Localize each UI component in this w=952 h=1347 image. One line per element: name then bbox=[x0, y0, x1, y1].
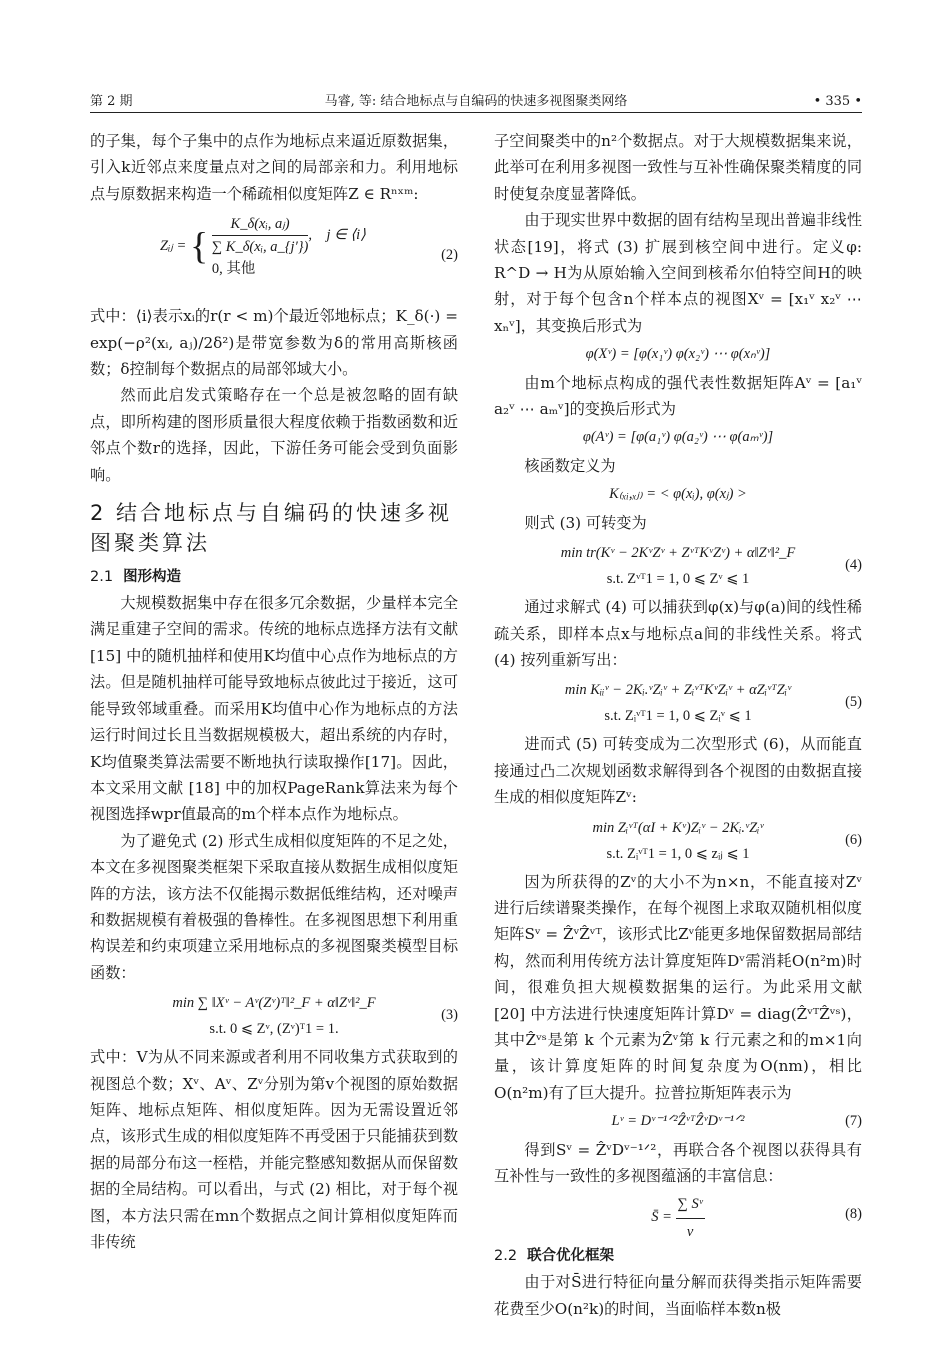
subsection-heading: 2.2 联合优化框架 bbox=[494, 1248, 615, 1265]
paragraph: 大规模数据集中存在很多冗余数据，少量样本完全满足重建子空间的需求。传统的地标点选择方法有文献 [15] 中的随机抽样和使用K均值中心点作为地标点的方法。但是随机抽样可能导致地标点彼此过于接近，这可能导致邻域重叠。而采用K均值中心作为地标点的方法运行时间过长且当数据规模极大，超出系统的内存时，K均值聚类算法需要不断地执行读取操作[17]。因此，本文采用文献 [18] 中的加权PageRank算法来为每个视图选择wpr值最高的m个样本点作为地标点。 bbox=[90, 594, 458, 824]
page-number: • 335 • bbox=[813, 94, 862, 109]
equation-number: (2) bbox=[441, 247, 458, 264]
equation-6: min Zᵢᵛᵀ(αI + Kᵛ)Zᵢᵛ − 2Kᵢ.ᵛZᵢᵛ s.t. Zᵢᵛᵀ1 = 1, 0 ⩽ zᵢⱼ ⩽ 1 (6) bbox=[592, 819, 862, 862]
paragraph: 由m个地标点构成的强代表性数据矩阵Aᵛ = [a₁ᵛ a₂ᵛ ⋯ aₘᵛ]的变换后形式为 bbox=[494, 373, 862, 419]
issue-number: 第 2 期 bbox=[90, 94, 133, 109]
equation-8: S̄ = $\frac{\text{∑ Sᵛ}}{v}$ (8) bbox=[494, 1191, 862, 1237]
equation-3: min ∑ ‖Xᵛ − Aᵛ(Zᵛ)ᵀ‖²_F + α‖Zᵛ‖²_F s.t. 0 ⩽ Zᵛ, (Zᵛ)ᵀ1 = 1. (3) bbox=[172, 995, 458, 1038]
equation-2: Zᵢⱼ = { $\frac{\text{K\_δ(xᵢ, aⱼ)}}{\text{∑ K\_δ(xᵢ, a\_\{j′\})}}$ , j ∈ ⟨i⟩ 0, 其他 (2) bbox=[90, 209, 458, 301]
paragraph: 由于现实世界中数据的固有结构呈现出普遍非线性状态[19]，将式 (3) 扩展到核空间中进行。定义φ: R^D → H为从原始输入空间到核希尔伯特空间H的映射，对于每个包含n个样本点的视图Xᵛ = [x₁ᵛ x₂ᵛ ⋯ xₙᵛ]，其变换后形式为 bbox=[494, 211, 862, 335]
paragraph: 核函数定义为 bbox=[524, 456, 616, 475]
running-title: 马睿, 等: 结合地标点与自编码的快速多视图聚类网络 bbox=[324, 94, 628, 109]
equation-4: min tr(Kᵛ − 2KᵛZᵛ + ZᵛᵀKᵛZᵛ) + α‖Zᵛ‖²_F s.t. Zᵛᵀ1 = 1, 0 ⩽ Zᵛ ⩽ 1 (4) bbox=[560, 545, 862, 588]
case-other: 0, 其他 bbox=[211, 261, 256, 278]
equation-7: Lᵛ = Dᵛ⁻¹ᐟ²ẐᵛᵀẐᵛDᵛ⁻¹ᐟ² (7) bbox=[494, 1108, 862, 1134]
equation-phi-a: φ(Aᵛ) = [φ(a₁ᵛ) φ(a₂ᵛ) ⋯ φ(aₘᵛ)] bbox=[582, 429, 774, 446]
left-column bbox=[90, 128, 458, 1255]
fraction: $\frac{\text{K\_δ(xᵢ, aⱼ)}}{\text{∑ K\_δ(xᵢ, a\_\{j′\})}}$ bbox=[212, 213, 309, 258]
paragraph: 式中：V为从不同来源或者利用不同收集方式获取到的视图总个数；Xᵛ、Aᵛ、Zᵛ分别为第v个视图的原始数据矩阵、地标点矩阵、相似度矩阵。因为无需设置近邻点，该形式生成的相似度矩阵不再受困于只能捕获到数据的局部分布这一桎梏，并能完整感知数据从而保留数据的全局结构。可以看出，与式 (2) 相比，对于每个视图，本方法只需在mn个数据点之间计算相似度矩阵而非传统 bbox=[90, 1048, 458, 1251]
equation-number: (7) bbox=[845, 1113, 862, 1130]
equation-lhs: Zᵢⱼ = bbox=[160, 238, 187, 255]
paragraph: 因为所获得的Zᵛ的大小不为n×n，不能直接对Zᵛ进行后续谱聚类操作，在每个视图上求取双随机相似度矩阵Sᵛ = ẐᵛẐᵛᵀ，该形式比Zᵛ能更多地保留数据局部结构，然而利用传统方法计算度矩阵Dᵛ需消耗O(n²m)时间，很难负担大规模数据集的运行。为此采用文献 [20] 中方法进行快速度矩阵计算Dᵛ = diag(ẐᵛᵀẐᵛˢ)，其中Ẑᵛˢ是第 k 个元素为Ẑᵛ第 k 行元素之和的m×1向量，该计算度矩阵的时间复杂度为O(nm)，相比O(n²m)有了巨大提升。拉普拉斯矩阵表示为 bbox=[494, 872, 862, 1102]
running-header bbox=[90, 92, 862, 113]
paragraph: 子空间聚类中的n²个数据点。对于大规模数据集来说，此举可在利用多视图一致性与互补性确保聚类精度的同时使复杂度显著降低。 bbox=[494, 132, 862, 203]
paragraph: 则式 (3) 可转变为 bbox=[524, 513, 647, 532]
paragraph: 然而此启发式策略存在一个总是被忽略的固有缺点，即所构建的图形质量很大程度依赖于指数函数和近邻点个数r的选择，因此，下游任务可能会受到负面影响。 bbox=[90, 386, 458, 484]
paragraph: 进而式 (5) 可转变成为二次型形式 (6)，从而能直接通过凸二次规划函数求解得到各个视图的由数据直接生成的相似度矩阵Zᵛ: bbox=[494, 735, 862, 807]
equation-phi-x: φ(Xᵛ) = [φ(x₁ᵛ) φ(x₂ᵛ) ⋯ φ(xₙᵛ)] bbox=[585, 346, 771, 363]
equation-kernel: K₍ₓᵢ,ₓⱼ₎ = < φ(xᵢ), φ(xⱼ) > bbox=[609, 486, 747, 503]
paragraph: 为了避免式 (2) 形式生成相似度矩阵的不足之处，本文在多视图聚类框架下采取直接从数据生成相似度矩阵的方法，该方法不仅能揭示数据低维结构，还对噪声和数据规模有着极强的鲁棒性。在多视图思想下利用重构误差和约束项建立采用地标点的多视图聚类模型目标函数： bbox=[90, 831, 458, 982]
paragraph: 式中：⟨i⟩表示xᵢ的r(r < m)个最近邻地标点；K_δ(·) = exp(−ρ²(xᵢ, aⱼ)/2δ²)是带宽参数为δ的常用高斯核函数；δ控制每个数据点的局部邻域大小。 bbox=[90, 307, 458, 379]
paragraph: 得到Sᵛ = ẐᵛDᵛ⁻¹ᐟ²，再联合各个视图以获得具有互补性与一致性的多视图蕴涵的丰富信息： bbox=[494, 1140, 862, 1185]
section-heading: 2 结合地标点与自编码的快速多视图聚类算法 bbox=[90, 501, 453, 556]
right-column bbox=[494, 128, 862, 1322]
condition: j ∈ ⟨i⟩ bbox=[326, 227, 366, 244]
equation-5: min Kᵢᵢᵛ − 2Kᵢ.ᵛZᵢᵛ + ZᵢᵛᵀKᵛZᵢᵛ + αZᵢᵛᵀZᵢᵛ s.t. Zᵢᵛᵀ1 = 1, 0 ⩽ Zᵢᵛ ⩽ 1 (5) bbox=[564, 682, 862, 725]
paragraph: 的子集，每个子集中的点作为地标点来逼近原数据集，引入k近邻点来度量点对之间的局部亲和力。利用地标点与原数据来构造一个稀疏相似度矩阵Z ∈ Rⁿˣᵐ: bbox=[90, 132, 458, 203]
equation-number: (3) bbox=[441, 1006, 458, 1023]
subsection-heading: 2.1 图形构造 bbox=[90, 569, 182, 586]
equation-number: (6) bbox=[845, 831, 862, 848]
equation-number: (8) bbox=[845, 1206, 862, 1223]
paragraph: 由于对S̄进行特征向量分解而获得类指示矩阵需要花费至少O(n²k)的时间，当面临样本数n极 bbox=[494, 1273, 862, 1318]
fraction: $\frac{\text{∑ Sᵛ}}{v}$ bbox=[676, 1191, 705, 1245]
equation-number: (5) bbox=[845, 694, 862, 711]
paragraph: 通过求解式 (4) 可以捕获到φ(x)与φ(a)间的线性稀疏关系，即样本点x与地标点a间的非线性关系。将式 (4) 按列重新写出： bbox=[494, 598, 862, 669]
equation-number: (4) bbox=[845, 556, 862, 573]
